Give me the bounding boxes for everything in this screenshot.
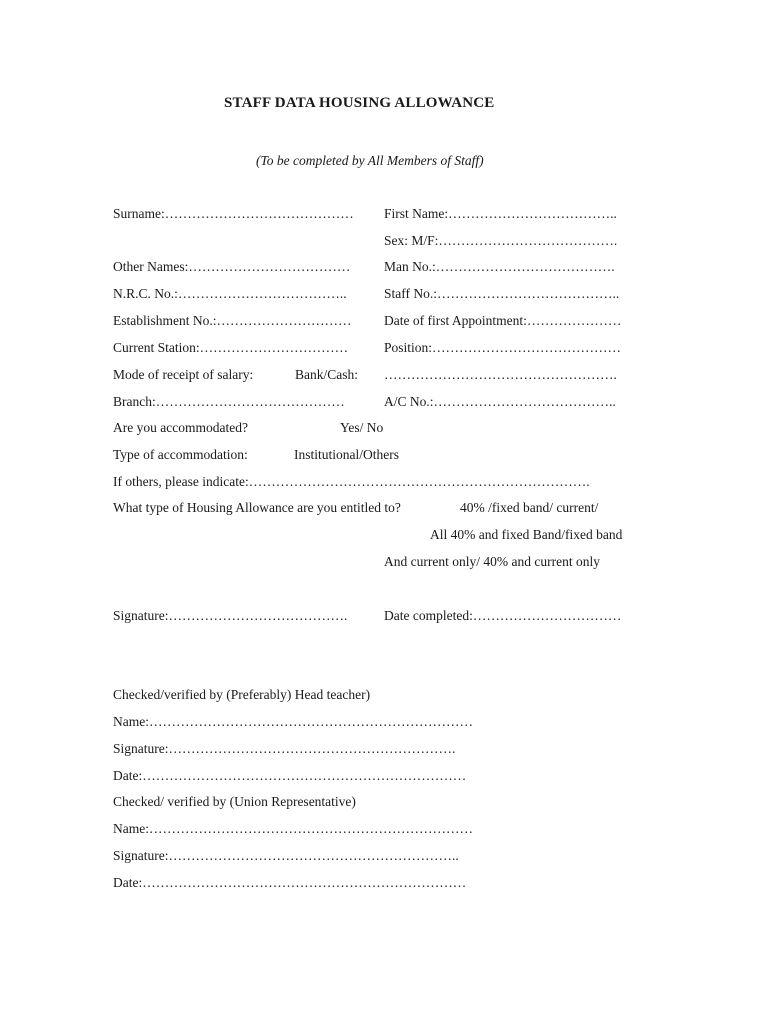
mode-of-receipt-label: Mode of receipt of salary: — [113, 367, 254, 382]
signature-field[interactable]: Signature:…………………………………. — [113, 608, 348, 623]
union-date-field[interactable]: Date:……………………………………………………………… — [113, 875, 467, 890]
sex-field[interactable]: Sex: M/F:…………………………………. — [384, 233, 618, 248]
head-teacher-date-field[interactable]: Date:……………………………………………………………… — [113, 768, 467, 783]
institutional-others-option[interactable]: Institutional/Others — [294, 447, 399, 462]
date-first-appointment-field[interactable]: Date of first Appointment:………………… — [384, 313, 622, 328]
staff-no-field[interactable]: Staff No.:………………………………….. — [384, 286, 620, 301]
bank-cash-option[interactable]: Bank/Cash: — [295, 367, 358, 382]
position-field[interactable]: Position:…………………………………… — [384, 340, 622, 355]
page-title: STAFF DATA HOUSING ALLOWANCE — [224, 95, 495, 111]
first-name-field[interactable]: First Name:……………………………….. — [384, 206, 617, 221]
man-no-field[interactable]: Man No.:…………………………………. — [384, 259, 615, 274]
if-others-field[interactable]: If others, please indicate:…………………………………………………………………. — [113, 474, 590, 489]
surname-field[interactable]: Surname:…………………………………… — [113, 206, 354, 221]
union-name-field[interactable]: Name:……………………………………………………………… — [113, 821, 473, 836]
page-subtitle: (To be completed by All Members of Staff) — [256, 153, 484, 168]
current-station-field[interactable]: Current Station:…………………………… — [113, 340, 349, 355]
union-signature-field[interactable]: Signature:……………………………………………………….. — [113, 848, 459, 863]
head-teacher-signature-field[interactable]: Signature:………………………………………………………. — [113, 741, 456, 756]
ac-no-field[interactable]: A/C No.:………………………………….. — [384, 394, 616, 409]
other-names-field[interactable]: Other Names:……………………………… — [113, 259, 351, 274]
yes-no-option[interactable]: Yes/ No — [340, 420, 384, 435]
type-of-accommodation-label: Type of accommodation: — [113, 447, 248, 462]
date-completed-field[interactable]: Date completed:…………………………… — [384, 608, 622, 623]
nrc-no-field[interactable]: N.R.C. No.:……………………………….. — [113, 286, 347, 301]
head-teacher-verification-heading: Checked/verified by (Preferably) Head teacher) — [113, 687, 371, 702]
head-teacher-name-field[interactable]: Name:……………………………………………………………… — [113, 714, 473, 729]
housing-option-line-3[interactable]: And current only/ 40% and current only — [384, 554, 600, 569]
accommodated-label: Are you accommodated? — [113, 420, 248, 435]
establishment-no-field[interactable]: Establishment No.:………………………… — [113, 313, 352, 328]
housing-option-line-1[interactable]: 40% /fixed band/ current/ — [460, 500, 599, 515]
mode-of-receipt-field[interactable]: ……………………………………………. — [384, 367, 617, 382]
housing-option-line-2[interactable]: All 40% and fixed Band/fixed band — [430, 527, 623, 542]
branch-field[interactable]: Branch:…………………………………… — [113, 394, 345, 409]
union-verification-heading: Checked/ verified by (Union Representative) — [113, 794, 356, 809]
housing-allowance-question: What type of Housing Allowance are you entitled to? — [113, 500, 401, 515]
